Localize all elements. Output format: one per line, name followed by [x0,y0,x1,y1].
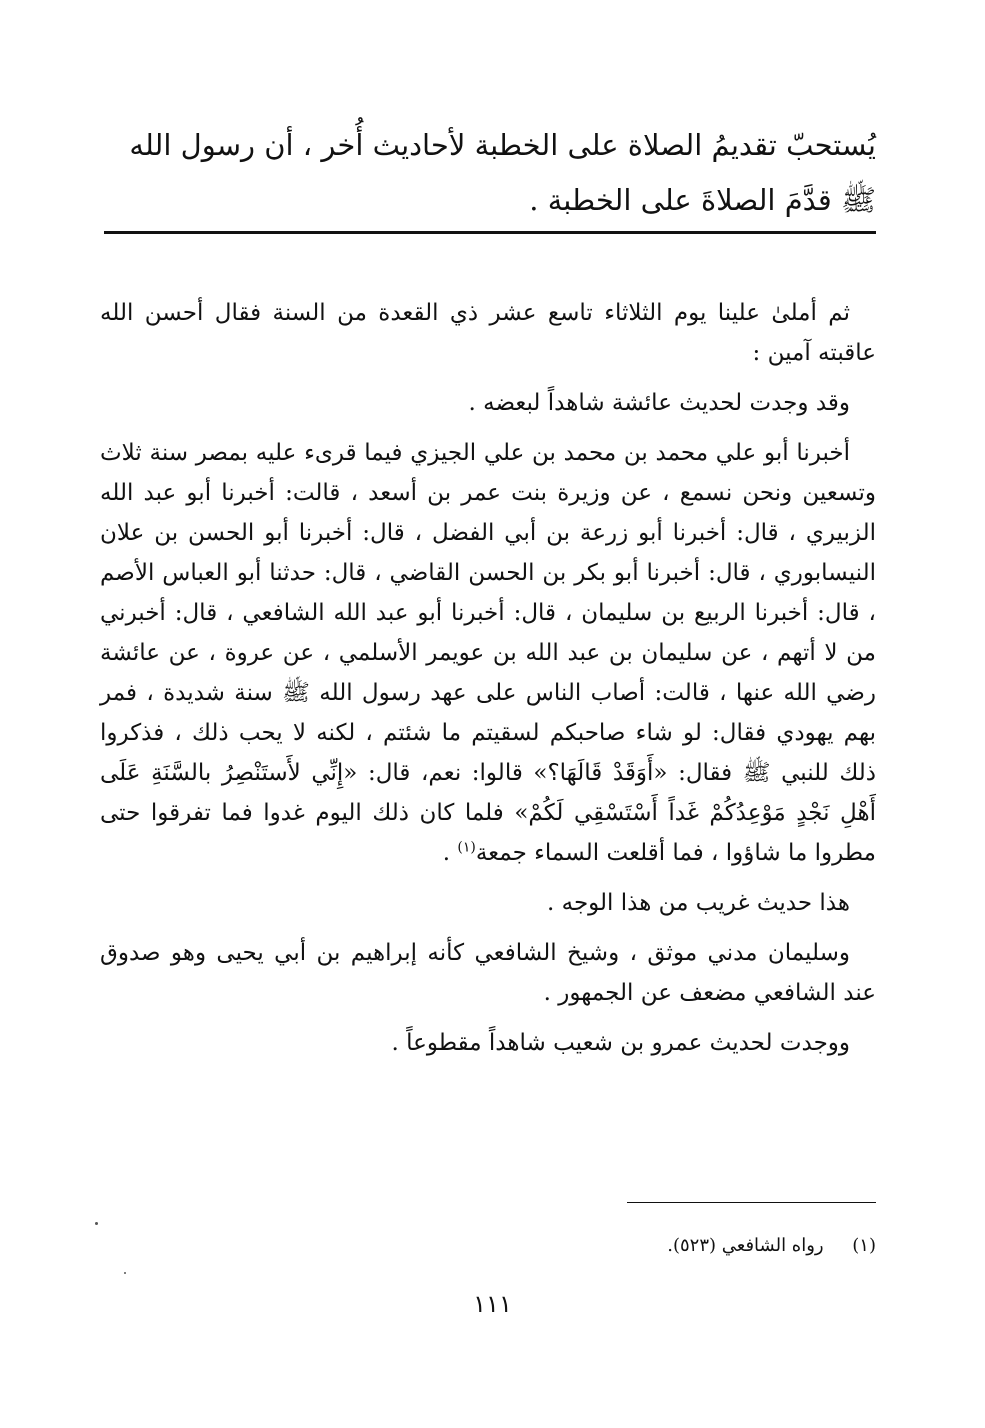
section-heading [104,118,876,228]
heading-divider [104,231,876,234]
scan-speck [95,1222,98,1225]
heading-line-1: يُستحبّ تقديمُ الصلاة على الخطبة لأحاديث أُخر ، أن رسول الله [129,128,876,162]
paragraph-narrator-note: وسليمان مدني موثق ، وشيخ الشافعي كأنه إبراهيم بن أبي يحيى وهو صدوق عند الشافعي مضعف عن الجمهور . [100,940,876,1006]
scan-speck [124,1272,126,1274]
main-text [100,293,876,1073]
hadith-end: . [442,840,458,866]
hadith-text: أخبرنا أبو علي محمد بن محمد بن علي الجيزي فيما قرىء عليه بمصر سنة ثلاث وتسعين ونحن نسمع ، عن وزيرة بنت عمر بن أسعد ، قالت: أخبرنا أبو عبد الله الزبيري ، قال: أخبرنا أبو زرعة بن أبي الفضل ، قال: أخبرنا أبو الحسن بن علان النيسابوري ، قال: أخبرنا أبو بكر بن الحسن القاضي ، قال: حدثنا أبو العباس الأصم ، قال: أخبرنا الربيع بن سليمان ، قال: أخبرنا أبو عبد الله الشافعي ، قال: أخبرني من لا أتهم ، عن سليمان بن عبد الله بن عويمر الأسلمي ، عن عروة ، عن عائشة رضي الله عنها ، قالت: أصاب الناس على عهد رسول الله ﷺ سنة شديدة ، فمر بهم يهودي فقال: لو شاء صاحبكم لسقيتم ما شئتم ، لكنه لا يحب ذلك ، فذكروا ذلك للنبي ﷺ فقال: «أَوَقَدْ قَالَهَا؟» قالوا: نعم، قال: «إِنِّي لأَستَنْصِرُ بالسَّنَةِ عَلَى أَهْلِ نَجْدٍ مَوْعِدُكُمْ غَداً أَسْتَسْقِي لَكُمْ» فلما كان ذلك اليوم غدوا فما تفرقوا حتى مطروا ما شاؤوا ، فما أقلعت السماء جمعة [100,440,876,866]
paragraph-hadith [100,433,876,873]
footnote-marker: (١) [852,1235,876,1256]
paragraph-dictation: ثم أملىٰ علينا يوم الثلاثاء تاسع عشر ذي القعدة من السنة فقال أحسن الله عاقبته آمين : [100,300,876,366]
paragraph-second-witness: ووجدت لحديث عمرو بن شعيب شاهداً مقطوعاً . [391,1030,850,1056]
footnote-reference[interactable]: (١) [457,839,476,856]
page-number: ١١١ [473,1290,512,1318]
paragraph-grading: هذا حديث غريب من هذا الوجه . [547,890,850,916]
heading-line-2: ﷺ قدَّمَ الصلاةَ على الخطبة . [529,183,876,217]
paragraph-witness: وقد وجدت لحديث عائشة شاهداً لبعضه . [468,390,850,416]
footnote-divider [627,1202,876,1203]
footnote-text: رواه الشافعي (٥٢٣). [667,1235,824,1256]
footnote [667,1232,876,1260]
